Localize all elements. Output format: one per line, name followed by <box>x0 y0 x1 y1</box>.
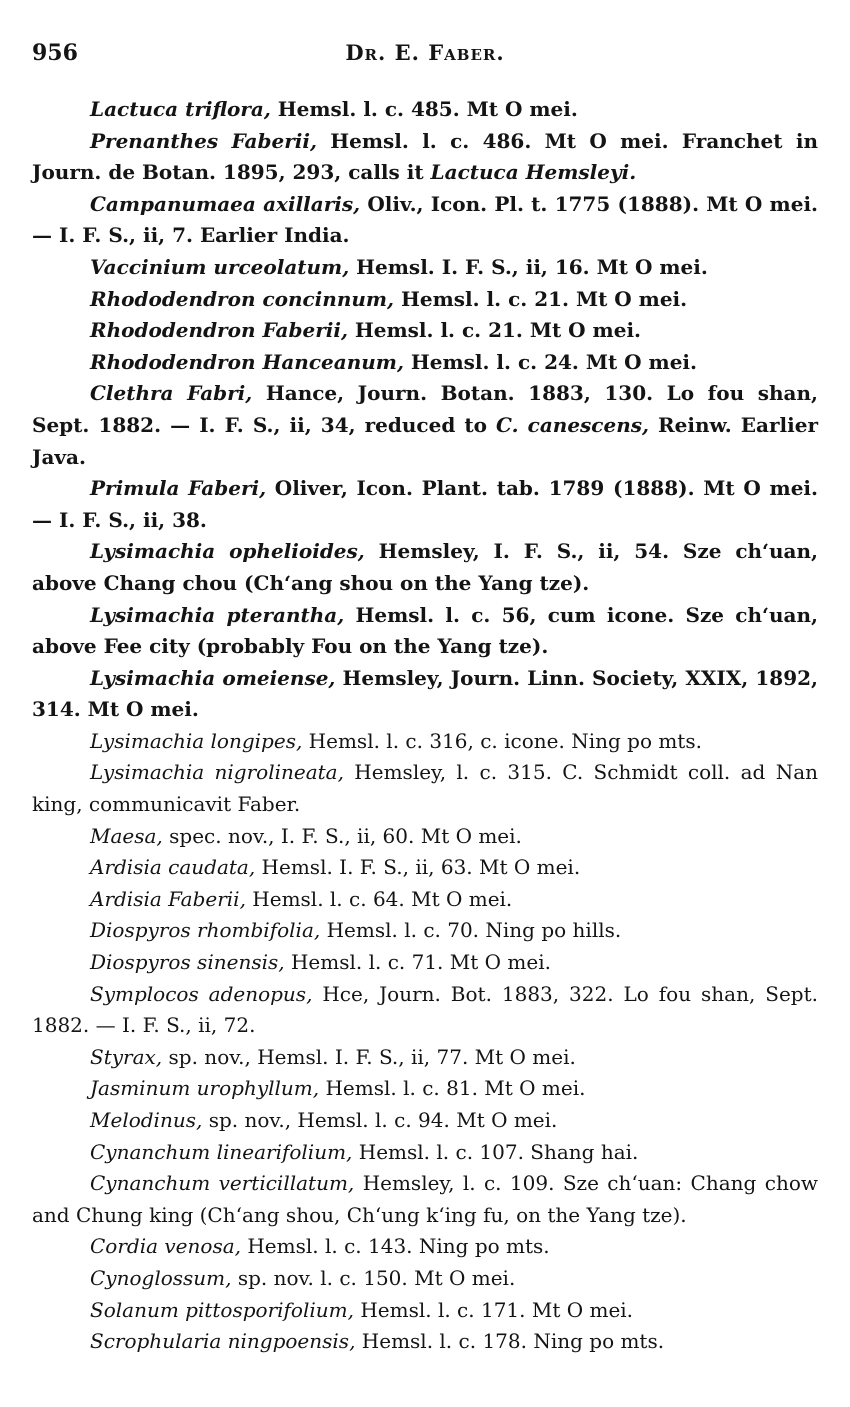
citation: Hemsl. l. c. 486. Mt O mei. Franchet in Journ. de Botan. 1895, 293, calls it <box>32 128 818 185</box>
species-name: Cordia venosa, <box>90 1234 241 1259</box>
species-entry <box>32 189 818 252</box>
species-entry <box>32 1042 818 1074</box>
species-entry <box>32 1231 818 1263</box>
species-name: Lysimachia ophelioides, <box>90 539 365 564</box>
citation: Oliv., Icon. Pl. t. 1775 (1888). Mt O mei. — I. F. S., ii, 7. Earlier India. <box>32 191 819 248</box>
citation: Hce, Journ. Bot. 1883, 322. Lo fou shan, Sept. 1882. — I. F. S., ii, 72. <box>32 981 818 1038</box>
citation: Hemsl. l. c. 171. Mt O mei. <box>353 1297 634 1322</box>
species-name: Diospyros rhombifolia, <box>90 918 321 943</box>
species-name: Lysimachia longipes, <box>90 728 303 753</box>
citation: sp. nov., Hemsl. I. F. S., ii, 77. Mt O mei. <box>162 1044 576 1069</box>
citation: Hemsl. l. c. 71. Mt O mei. <box>284 950 551 975</box>
species-name: Rhododendron Faberii, <box>90 318 348 343</box>
species-name: Prenanthes Faberii, <box>90 128 317 153</box>
species-name: Ardisia caudata, <box>90 855 256 880</box>
citation: Hemsl. I. F. S., ii, 63. Mt O mei. <box>255 855 581 880</box>
species-entry <box>32 600 818 663</box>
species-entry <box>32 94 818 126</box>
species-entry <box>32 1326 818 1358</box>
citation-tail: Reinw. Earlier Java. <box>32 412 818 469</box>
species-name: Lysimachia omeiense, <box>90 665 336 690</box>
citation: Hemsley, Journ. Linn. Society, XXIX, 1892, 314. Mt O mei. <box>32 665 819 722</box>
species-name: Cynoglossum, <box>90 1265 232 1290</box>
citation: Hemsl. I. F. S., ii, 16. Mt O mei. <box>349 254 708 279</box>
species-name: Scrophularia ningpoensis, <box>90 1329 356 1354</box>
species-entry <box>32 1168 818 1231</box>
species-name: Campanumaea axillaris, <box>90 191 361 216</box>
synonym-name: C. canescens, <box>496 412 649 437</box>
species-entry <box>32 1263 818 1295</box>
citation: Hemsl. l. c. 56, cum icone. Sze chʻuan, above Fee city (probably Fou on the Yang tze). <box>32 602 818 659</box>
species-entry <box>32 979 818 1042</box>
species-entry <box>32 1137 818 1169</box>
citation: Hemsl. l. c. 21. Mt O mei. <box>347 318 642 343</box>
page-number: 956 <box>32 40 78 66</box>
running-title: Dr. E. Faber. <box>345 40 505 65</box>
species-entry <box>32 757 818 820</box>
citation: Hemsl. l. c. 107. Shang hai. <box>352 1139 639 1164</box>
citation: Hemsley, l. c. 315. C. Schmidt coll. ad Nan king, communicavit Faber. <box>32 760 818 817</box>
species-entry <box>32 126 818 189</box>
species-entry <box>32 1073 818 1105</box>
page-header <box>32 40 818 70</box>
species-name: Lactuca triflora, <box>90 97 271 121</box>
species-entry <box>32 884 818 916</box>
species-entry <box>32 1105 818 1137</box>
species-entry <box>32 252 818 284</box>
citation: Hemsl. l. c. 316, c. icone. Ning po mts. <box>302 728 702 753</box>
species-name: Clethra Fabri, <box>90 381 253 406</box>
species-name: Solanum pittosporifolium, <box>90 1297 354 1322</box>
species-name: Cynanchum linearifolium, <box>90 1139 353 1164</box>
species-name: Jasminum urophyllum, <box>90 1076 320 1101</box>
citation: spec. nov., I. F. S., ii, 60. Mt O mei. <box>162 823 522 848</box>
species-name: Lysimachia pterantha, <box>90 602 345 627</box>
species-name: Rhododendron concinnum, <box>90 286 395 311</box>
citation: Hemsley, l. c. 109. Sze chʻuan: Chang chow and Chung king (Chʻang shou, Chʻung kʻing fu, on the Yang tze). <box>32 1171 818 1227</box>
citation: Hemsl. l. c. 64. Mt O mei. <box>245 886 513 911</box>
species-entry <box>32 915 818 947</box>
citation: Hemsl. l. c. 485. Mt O mei. <box>270 97 578 121</box>
species-entry <box>32 947 818 979</box>
species-list <box>32 94 818 1358</box>
citation: Oliver, Icon. Plant. tab. 1789 (1888). Mt O mei. — I. F. S., ii, 38. <box>32 476 818 532</box>
species-entry <box>32 536 818 599</box>
species-entry <box>32 315 818 347</box>
species-entry <box>32 378 818 473</box>
species-entry <box>32 1295 818 1327</box>
species-entry <box>32 726 818 758</box>
citation: Hemsl. l. c. 143. Ning po mts. <box>241 1234 550 1259</box>
citation: Hemsl. l. c. 178. Ning po mts. <box>355 1329 665 1354</box>
species-entry <box>32 663 818 726</box>
species-name: Lysimachia nigrolineata, <box>90 760 344 785</box>
species-name: Primula Faberi, <box>90 476 267 501</box>
citation: Hemsley, I. F. S., ii, 54. Sze chʻuan, above Chang chou (Chʻang shou on the Yang tze). <box>32 539 818 595</box>
citation: Hance, Journ. Botan. 1883, 130. Lo fou shan, Sept. 1882. — I. F. S., ii, 34, reduced to <box>32 381 818 437</box>
species-name: Cynanchum verticillatum, <box>90 1171 355 1196</box>
species-name: Vaccinium urceolatum, <box>90 254 350 279</box>
species-name: Rhododendron Hanceanum, <box>90 349 404 374</box>
species-name: Maesa, <box>90 823 163 848</box>
species-name: Ardisia Faberii, <box>90 886 246 911</box>
citation: Hemsl. l. c. 24. Mt O mei. <box>403 349 697 374</box>
species-entry <box>32 284 818 316</box>
species-name: Symplocos adenopus, <box>90 981 313 1006</box>
species-entry <box>32 347 818 379</box>
citation: Hemsl. l. c. 21. Mt O mei. <box>394 286 688 311</box>
species-name: Diospyros sinensis, <box>90 950 285 975</box>
species-name: Styrax, <box>90 1044 163 1069</box>
citation: sp. nov., Hemsl. l. c. 94. Mt O mei. <box>202 1108 558 1132</box>
species-entry <box>32 473 818 536</box>
synonym-name: Lactuca Hemsleyi. <box>430 160 637 185</box>
species-entry <box>32 852 818 884</box>
citation: sp. nov. l. c. 150. Mt O mei. <box>231 1265 516 1290</box>
citation: Hemsl. l. c. 81. Mt O mei. <box>319 1076 586 1101</box>
species-entry <box>32 821 818 853</box>
citation: Hemsl. l. c. 70. Ning po hills. <box>320 918 622 943</box>
species-name: Melodinus, <box>90 1108 203 1132</box>
